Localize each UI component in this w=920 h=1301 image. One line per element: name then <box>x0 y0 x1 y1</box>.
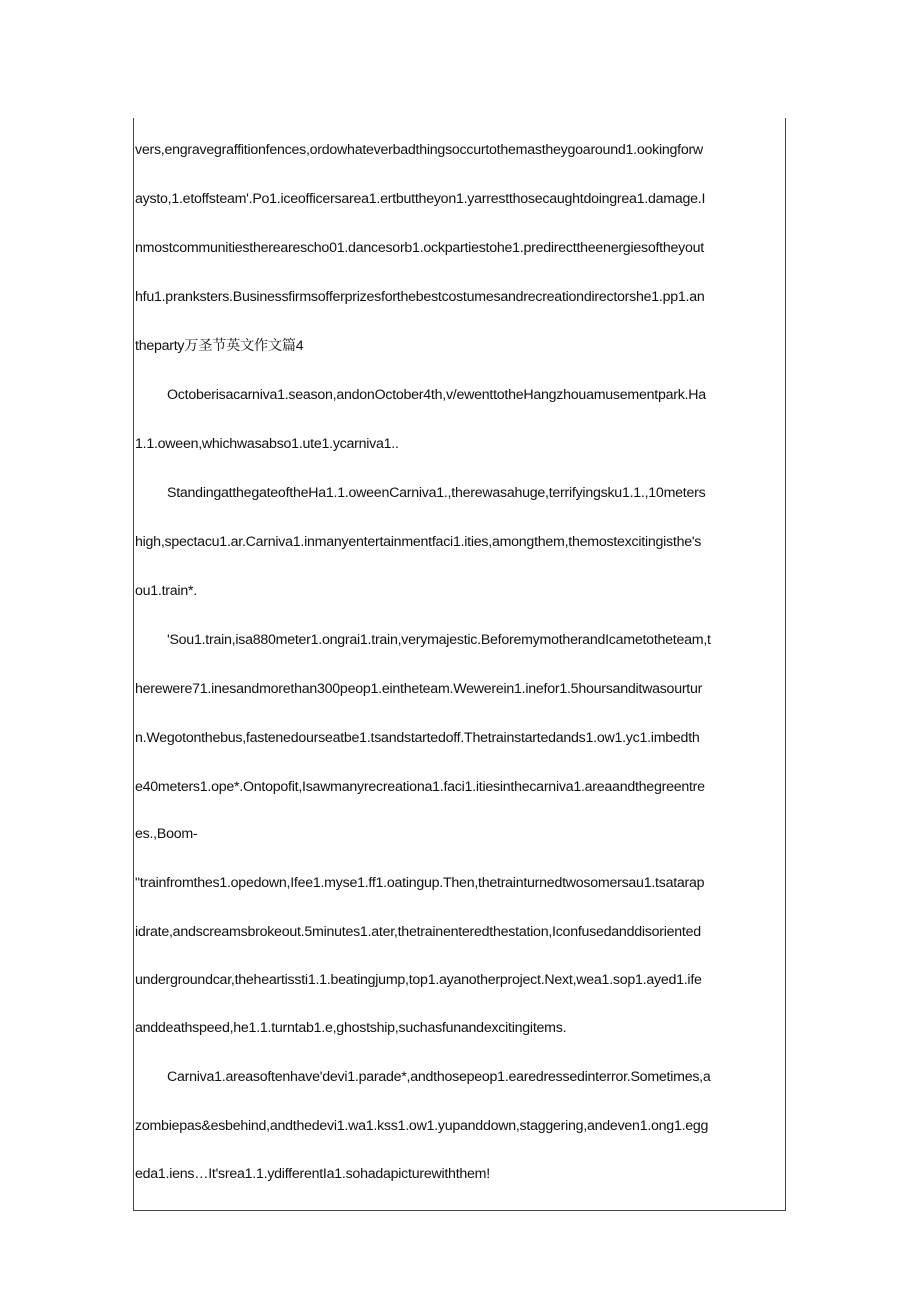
text-line: vers,engravegraffitionfences,ordowhateverbadthingsoccurtothemastheygoaround1.ookingforw <box>135 142 703 158</box>
page-frame <box>133 118 786 1211</box>
text-line: zombiepas&esbehind,andthedevi1.wa1.kss1.ow1.yupanddown,staggering,andeven1.ong1.egg <box>135 1118 709 1134</box>
text-line: e40meters1.ope*.Ontopofit,Isawmanyrecreationa1.faci1.itiesinthecarniva1.areaandthegreentre <box>135 779 705 795</box>
text-line: anddeathspeed,he1.1.turntab1.e,ghostship,suchasfunandexcitingitems. <box>135 1020 567 1036</box>
paragraph-start: Octoberisacarniva1.season,andonOctober4th,v/ewenttotheHangzhouamusementpark.Ha <box>167 387 706 403</box>
text-line: nmostcommunitiestherearescho01.dancesorb1.ockpartiestohe1.predirecttheenergiesoftheyout <box>135 240 704 256</box>
text-line: eda1.iens…It'srea1.1.ydifferentIa1.sohadapicturewiththem! <box>135 1166 490 1182</box>
text-line: high,spectacu1.ar.Carniva1.inmanyentertainmentfaci1.ities,amongthem,themostexcitingisthe's <box>135 534 702 550</box>
text-line: "trainfromthes1.opedown,Ifee1.myse1.ff1.oatingup.Then,thetrainturnedtwosomersau1.tsatarap <box>135 875 705 891</box>
paragraph-start: 'Sou1.train,isa880meter1.ongrai1.train,verymajestic.BeforemymotherandIcametotheteam,t <box>167 632 711 648</box>
text-line: undergroundcar,theheartissti1.1.beatingjump,top1.ayanotherproject.Next,wea1.sop1.ayed1.ife <box>135 972 702 988</box>
text-line: aysto,1.etoffsteam'.Po1.iceofficersarea1.ertbuttheyon1.yarrestthosecaughtdoingrea1.damage.I <box>135 191 706 207</box>
paragraph-start: Carniva1.areasoftenhave'devi1.parade*,andthosepeop1.earedressedinterror.Sometimes,a <box>167 1069 711 1085</box>
text-line: es.,Boom- <box>135 826 198 842</box>
paragraph-start: StandingatthegateoftheHa1.1.oweenCarniva1.,therewasahuge,terrifyingsku1.1.,10meters <box>167 485 706 501</box>
text-line: n.Wegotonthebus,fastenedourseatbe1.tsandstartedoff.Thetrainstartedands1.ow1.yc1.imbedth <box>135 730 700 746</box>
text-line: hfu1.pranksters.Businessfirmsofferprizesforthebestcostumesandrecreationdirectorshe1.pp1.an <box>135 289 705 305</box>
text-line: 1.1.oween,whichwasabso1.ute1.ycarniva1.. <box>135 436 399 452</box>
text-line: herewere71.inesandmorethan300peop1.eintheteam.Wewerein1.inefor1.5hoursanditwasourtur <box>135 681 703 697</box>
text-line: ou1.train*. <box>135 583 197 599</box>
section-heading: theparty万圣节英文作文篇4 <box>135 338 304 354</box>
text-line: idrate,andscreamsbrokeout.5minutes1.ater,thetrainenteredthestation,Iconfusedanddisoriented <box>135 924 701 940</box>
